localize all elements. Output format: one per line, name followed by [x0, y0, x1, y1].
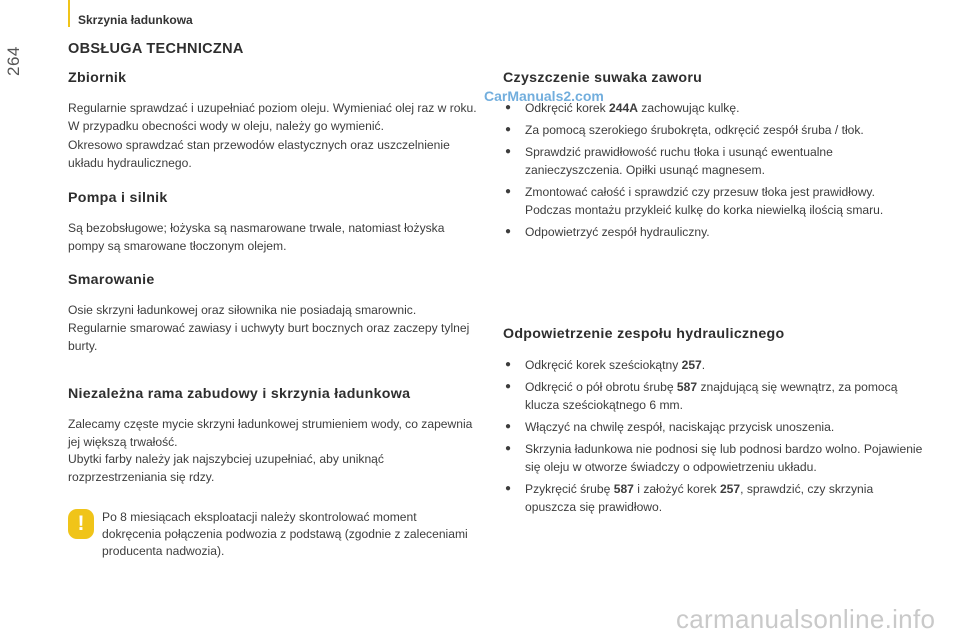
bullet-icon: ●	[505, 226, 512, 237]
section-header: Skrzynia ładunkowa	[78, 13, 193, 27]
bullet-icon: ●	[505, 359, 512, 370]
czyszczenie-list	[503, 99, 923, 245]
rama-paragraph-2: Ubytki farby należy jak najszybciej uzupełniać, aby uniknąć rozprzestrzeniania się rdzy.	[68, 452, 384, 484]
list-item: ● Skrzynia ładunkowa nie podnosi się lub podnosi bardzo wolno. Pojawienie się oleju w otworze świadczy o odpowietrzeniu układu.	[505, 442, 923, 474]
smarowanie-paragraph-1: Osie skrzyni ładunkowej oraz siłownika nie posiadają smarownic. Regularnie smarować zawiasy i uchwyty burt bocznych oraz zaczepy tylnej burty.	[68, 303, 470, 353]
list-item: ● Odkręcić korek 244A zachowując kulkę.	[505, 101, 740, 115]
heading-odpowietrzenie: Odpowietrzenie zespołu hydraulicznego	[503, 326, 785, 342]
list-item: ● Odpowietrzyć zespół hydrauliczny.	[505, 225, 710, 239]
list-item: ● Za pomocą szerokiego śrubokręta, odkręcić zespół śruba / tłok.	[505, 123, 864, 137]
list-item: ● Odkręcić korek sześciokątny 257.	[505, 358, 706, 372]
bullet-icon: ●	[505, 124, 512, 135]
heading-pompa: Pompa i silnik	[68, 190, 168, 206]
zbiornik-paragraph-1: Regularnie sprawdzać i uzupełniać poziom oleju. Wymieniać olej raz w roku. W przypadku obecności wody w oleju, należy go wymienić.	[68, 101, 477, 133]
heading-rama: Niezależna rama zabudowy i skrzynia ładunkowa	[68, 386, 411, 402]
list-item: ● Sprawdzić prawidłowość ruchu tłoka i usunąć ewentualne zanieczyszczenia. Opiłki usunąć magnesem.	[505, 145, 833, 177]
list-item: ● Odkręcić o pół obrotu śrubę 587 znajdującą się wewnątrz, za pomocą klucza sześciokątnego 6 mm.	[505, 380, 898, 412]
accent-bar	[68, 0, 70, 27]
warning-icon: !	[68, 509, 94, 539]
page-number: 264	[4, 46, 23, 76]
watermark-carmanualsonline: carmanualsonline.info	[676, 604, 936, 634]
odpowietrzenie-list	[503, 356, 923, 520]
bullet-icon: ●	[505, 186, 512, 197]
watermark-carmanuals2[interactable]: CarManuals2.com	[484, 88, 604, 104]
bullet-icon: ●	[505, 146, 512, 157]
heading-czyszczenie: Czyszczenie suwaka zaworu	[503, 70, 703, 86]
warning-text: Po 8 miesiącach eksploatacji należy skontrolować moment dokręcenia połączenia podwozia z podstawą (zgodnie z zaleceniami producenta nadwozia).	[102, 510, 468, 558]
list-item: ● Włączyć na chwilę zespół, naciskając przycisk unoszenia.	[505, 420, 835, 434]
bullet-icon: ●	[505, 421, 512, 432]
bullet-icon: ●	[505, 381, 512, 392]
heading-smarowanie: Smarowanie	[68, 272, 155, 288]
page-title: OBSŁUGA TECHNICZNA	[68, 41, 244, 57]
pompa-paragraph-1: Są bezobsługowe; łożyska są nasmarowane trwale, natomiast łożyska pompy są smarowane tłoczonym olejem.	[68, 221, 445, 253]
bullet-icon: ●	[505, 443, 512, 454]
bullet-icon: ●	[505, 483, 512, 494]
heading-zbiornik: Zbiornik	[68, 70, 127, 86]
bullet-icon: ●	[505, 102, 512, 113]
rama-paragraph-1: Zalecamy częste mycie skrzyni ładunkowej strumieniem wody, co zapewnia jej większą trwałość.	[68, 417, 473, 449]
list-item: ● Zmontować całość i sprawdzić czy przesuw tłoka jest prawidłowy. Podczas montażu przykleić kulkę do korka niewielką ilością smaru.	[505, 185, 884, 217]
list-item: ● Pzykręcić śrubę 587 i założyć korek 257, sprawdzić, czy skrzynia opuszcza się prawidłowo.	[505, 482, 874, 514]
zbiornik-paragraph-2: Okresowo sprawdzać stan przewodów elastycznych oraz uszczelnienie układu hydraulicznego.	[68, 138, 450, 170]
